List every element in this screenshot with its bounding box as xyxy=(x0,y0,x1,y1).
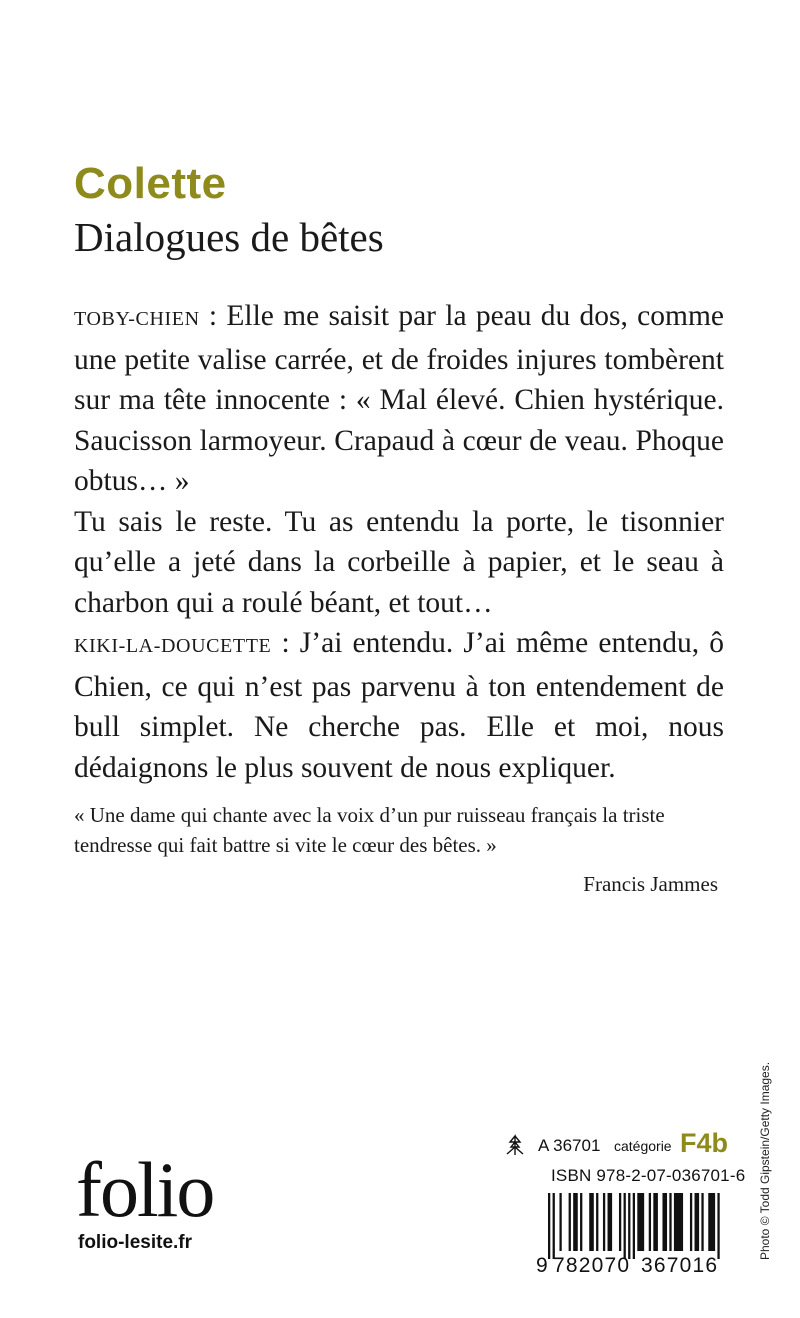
speaker-toby-chien: TOBY-CHIEN xyxy=(74,308,200,330)
barcode-bar xyxy=(596,1193,598,1251)
speaker-kiki-la-doucette: KIKI-LA-DOUCETTE xyxy=(74,635,272,657)
barcode-bar xyxy=(628,1193,630,1259)
barcode-bar xyxy=(674,1193,683,1251)
publisher-website: folio-lesite.fr xyxy=(78,1232,193,1253)
barcode-bar xyxy=(624,1193,626,1259)
quote-author: Francis Jammes xyxy=(583,872,718,896)
barcode-bar xyxy=(701,1193,703,1251)
barcode-bar xyxy=(569,1193,571,1251)
barcode-bar xyxy=(662,1193,667,1251)
barcode-bar xyxy=(553,1193,555,1259)
category-value: F4b xyxy=(680,1128,729,1158)
photo-credit: Photo © Todd Gipstein/Getty Images. xyxy=(758,1061,772,1260)
barcode-bar xyxy=(580,1193,582,1251)
barcode-bar xyxy=(649,1193,651,1251)
barcode-bar xyxy=(690,1193,692,1251)
barcode-bar xyxy=(548,1193,550,1259)
barcode-bar xyxy=(619,1193,621,1251)
excerpt-paragraph-1 xyxy=(74,296,724,502)
excerpt-paragraph-3 xyxy=(74,623,724,788)
barcode-digits-right: 367016 xyxy=(641,1254,719,1277)
meta-row xyxy=(504,1128,729,1162)
barcode-bar xyxy=(653,1193,658,1251)
barcode-bar xyxy=(589,1193,594,1251)
barcode-bar xyxy=(608,1193,613,1251)
excerpt-text-3: : J’ai entendu. J’ai même entendu, ô Chien, ce qui n’est pas parvenu à ton entendement de bull simplet. Ne cherche pas. Elle et moi, nous dédaignons le plus souvent de nous expliquer. xyxy=(74,627,724,784)
barcode xyxy=(548,1193,722,1259)
folio-logo: folio xyxy=(76,1146,214,1233)
barcode-digit-first: 9 xyxy=(536,1254,548,1277)
quote-text: « Une dame qui chante avec la voix d’un pur ruisseau français la triste tendresse qui fait battre si vite le cœur des bêtes. » xyxy=(74,803,665,857)
category-label: catégorie xyxy=(614,1138,672,1154)
excerpt xyxy=(74,296,724,788)
isbn: ISBN 978-2-07-036701-6 xyxy=(551,1166,746,1185)
barcode-bar xyxy=(695,1193,700,1251)
barcode-bar xyxy=(669,1193,671,1251)
publisher-mark-icon xyxy=(504,1134,526,1156)
author-name: Colette xyxy=(74,159,227,208)
barcode-bar xyxy=(708,1193,715,1251)
book-title: Dialogues de bêtes xyxy=(74,214,384,260)
barcode-digits-left: 782070 xyxy=(553,1254,631,1277)
barcode-bar xyxy=(633,1193,635,1259)
excerpt-paragraph-2: Tu sais le reste. Tu as entendu la porte, le tisonnier qu’elle a jeté dans la corbeille à papier, et le seau à charbon qui a roulé béant, et tout… xyxy=(74,505,724,619)
barcode-bar xyxy=(573,1193,578,1251)
barcode-bar xyxy=(559,1193,561,1251)
excerpt-text-1: : Elle me saisit par la peau du dos, comme une petite valise carrée, et de froides injures tombèrent sur ma tête innocente : « Mal élevé. Chien hystérique. Saucisson larmoyeur. Crapaud à cœur de veau. Phoque obtus… » xyxy=(74,300,724,497)
barcode-bar xyxy=(637,1193,644,1251)
barcode-bar xyxy=(603,1193,605,1251)
barcode-bar xyxy=(717,1193,719,1259)
book-code: A 36701 xyxy=(538,1136,601,1155)
